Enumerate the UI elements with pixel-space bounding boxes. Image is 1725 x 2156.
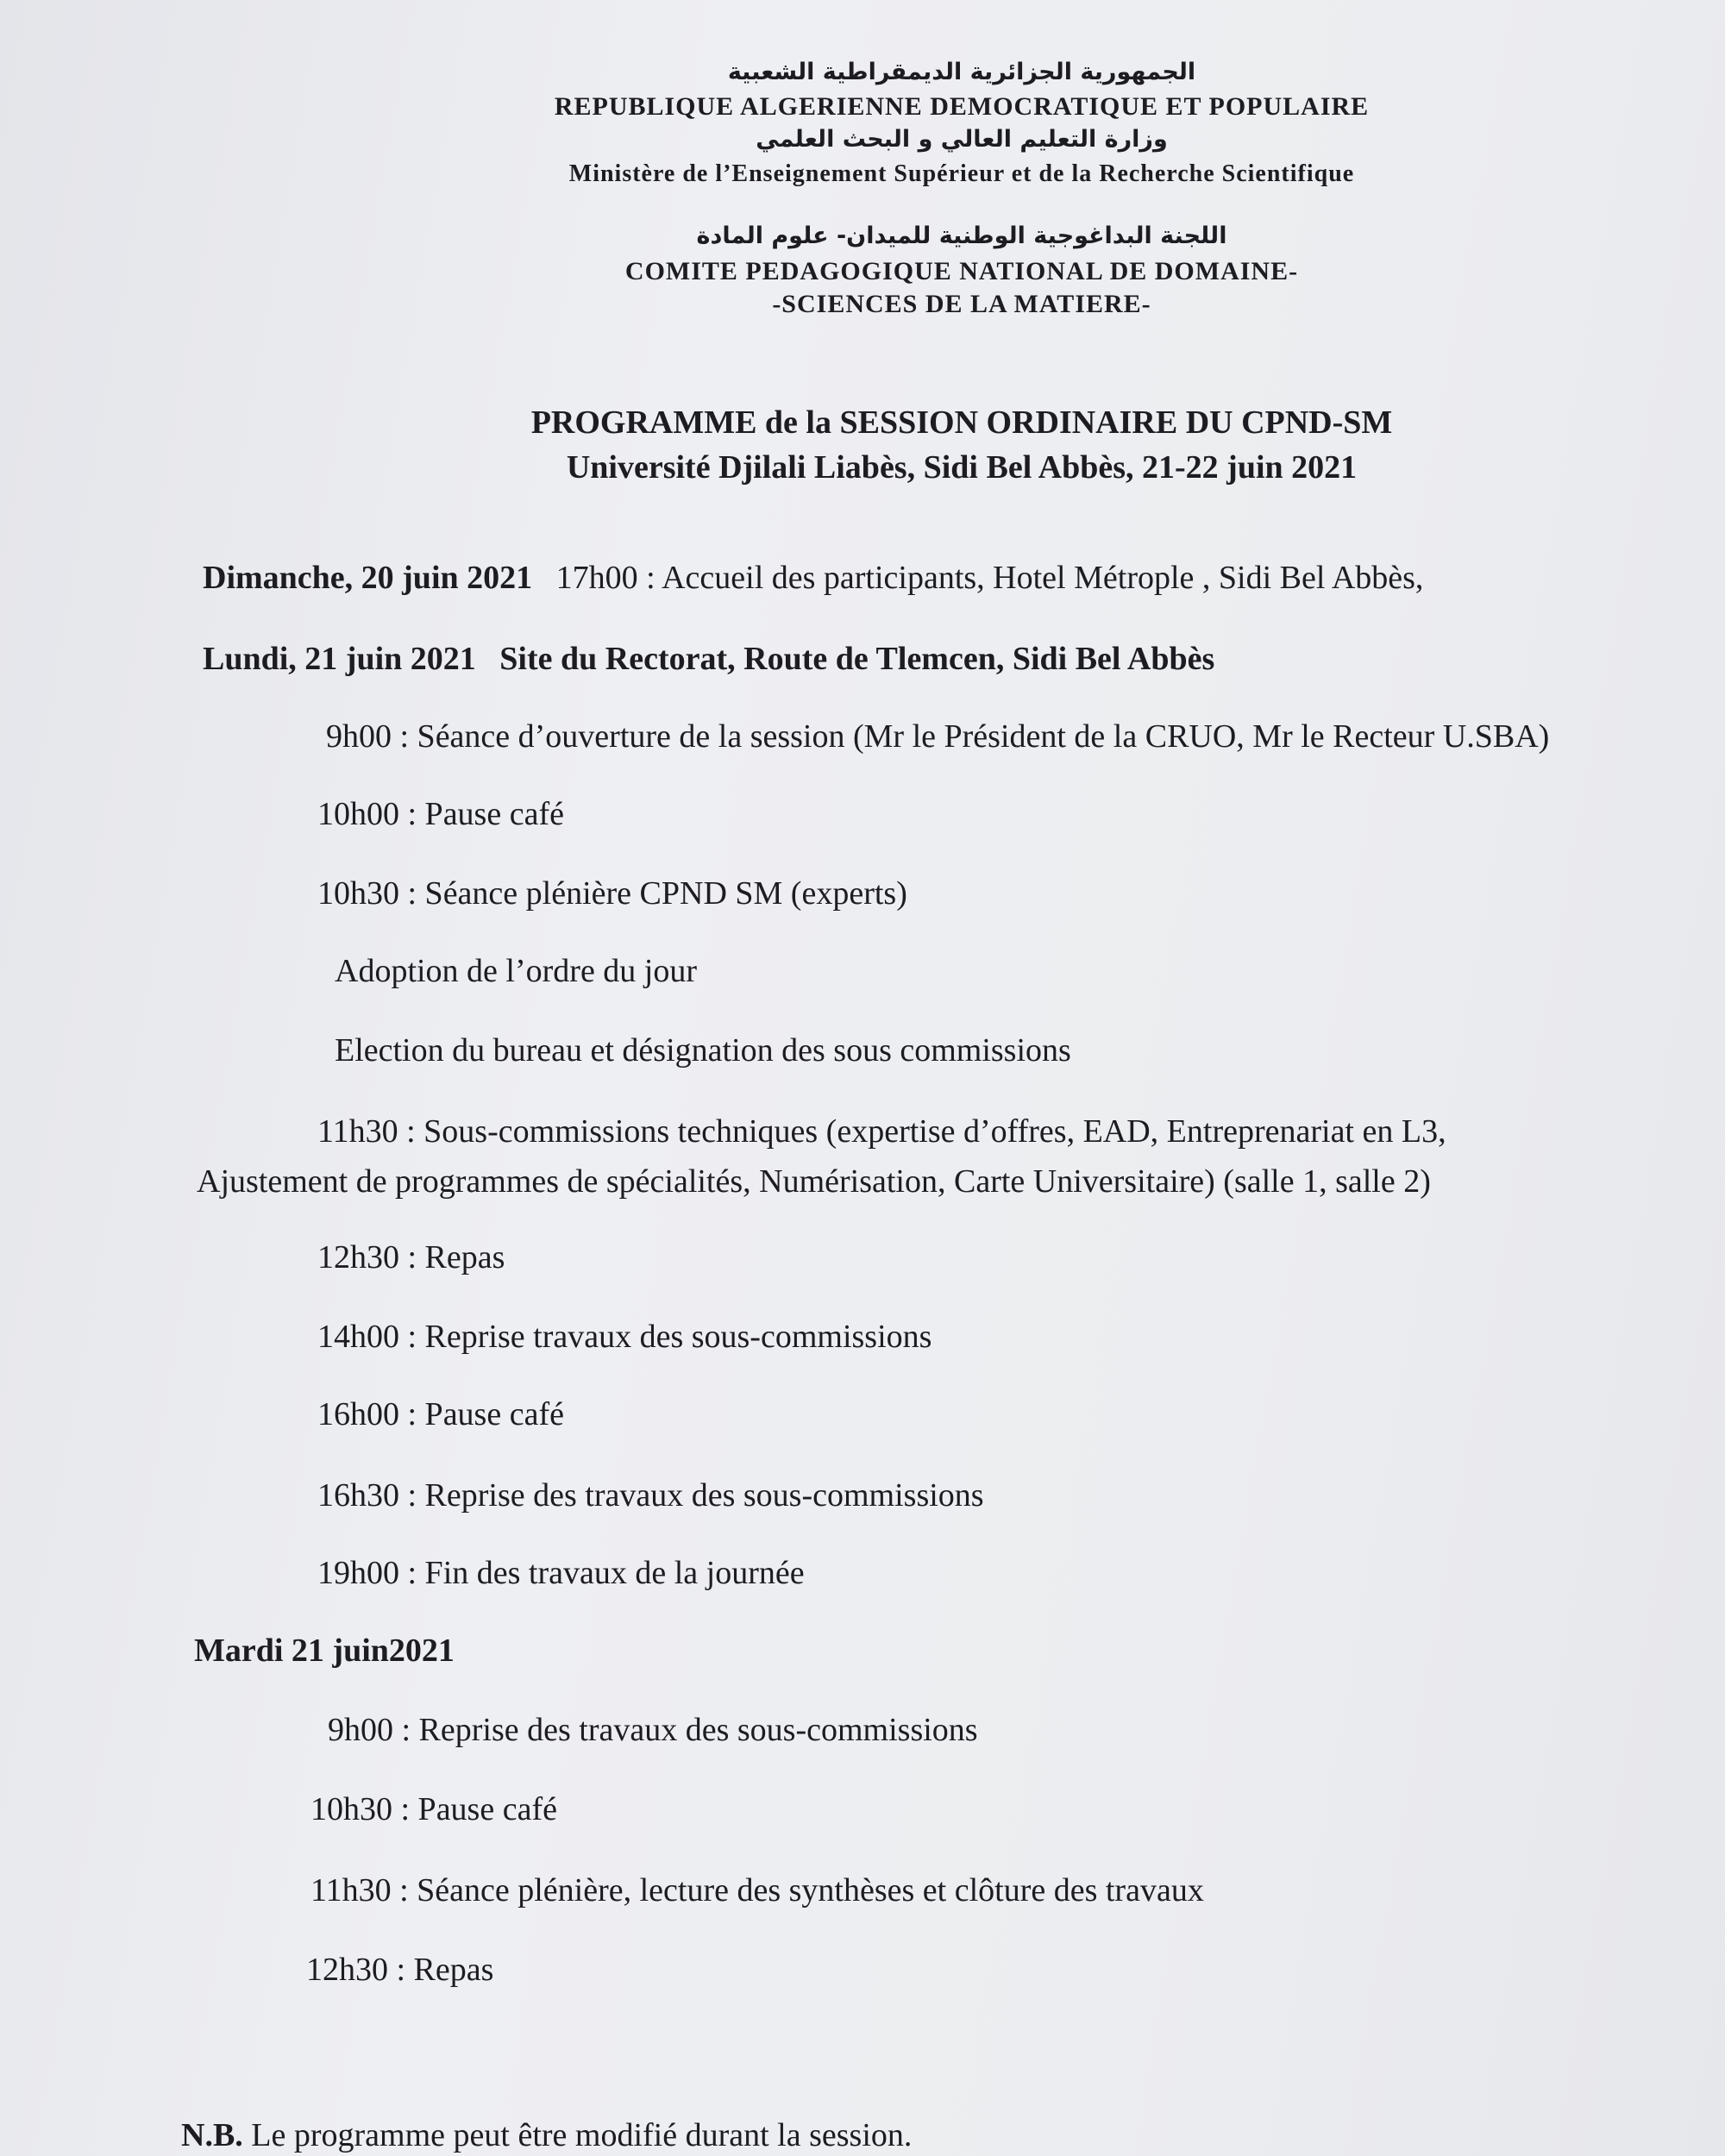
day2-place: Site du Rectorat, Route de Tlemcen, Sidi Bel Abbès xyxy=(499,641,1215,677)
day1-text: 17h00 : Accueil des participants, Hotel Métrople , Sidi Bel Abbès, xyxy=(555,560,1424,596)
schedule-subitem: Election du bureau et désignation des sous commissions xyxy=(335,1032,1071,1069)
schedule-item: 11h30 : Séance plénière, lecture des synthèses et clôture des travaux xyxy=(310,1872,1204,1908)
schedule-item: 19h00 : Fin des travaux de la journée xyxy=(317,1555,805,1591)
day1-row xyxy=(203,559,1423,597)
arabic-committee-heading: اللجنة البداغوجية الوطنية للميدان- علوم المادة xyxy=(696,222,1227,249)
day2-row xyxy=(203,640,1214,678)
ministry-heading: Ministère de l’Enseignement Supérieur et de la Recherche Scientifique xyxy=(568,160,1355,187)
schedule-item: 10h30 : Pause café xyxy=(310,1791,557,1827)
footnote-text: Le programme peut être modifié durant la session. xyxy=(251,2117,913,2153)
schedule-subitem: Adoption de l’ordre du jour xyxy=(335,953,698,989)
schedule-item: 16h30 : Reprise des travaux des sous-commissions xyxy=(317,1477,984,1514)
republic-heading: REPUBLIQUE ALGERIENNE DEMOCRATIQUE ET POPULAIRE xyxy=(554,92,1370,121)
schedule-item: 16h00 : Pause café xyxy=(317,1396,564,1432)
schedule-item: 10h30 : Séance plénière CPND SM (experts) xyxy=(317,875,907,912)
arabic-republic-heading: الجمهورية الجزائرية الديمقراطية الشعبية xyxy=(727,59,1196,85)
footnote-label: N.B. xyxy=(181,2117,243,2153)
day3-date: Mardi 21 juin2021 xyxy=(194,1633,455,1669)
schedule-item: 10h00 : Pause café xyxy=(317,796,564,832)
programme-subtitle: Université Djilali Liabès, Sidi Bel Abbès, 21-22 juin 2021 xyxy=(566,449,1358,486)
schedule-item: 14h00 : Reprise travaux des sous-commissions xyxy=(317,1319,932,1355)
schedule-item: 9h00 : Séance d’ouverture de la session (Mr le Président de la CRUO, Mr le Recteur U.SBA) xyxy=(326,718,1550,755)
schedule-item: 12h30 : Repas xyxy=(306,1952,494,1988)
schedule-item: 11h30 : Sous-commissions techniques (expertise d’offres, EAD, Entreprenariat en L3, xyxy=(317,1113,1446,1150)
programme-title: PROGRAMME de la SESSION ORDINAIRE DU CPND-SM xyxy=(530,404,1393,441)
committee-heading-line1: COMITE PEDAGOGIQUE NATIONAL DE DOMAINE- xyxy=(624,257,1299,285)
footnote xyxy=(181,2116,912,2154)
schedule-item: 9h00 : Reprise des travaux des sous-commissions xyxy=(328,1712,978,1748)
arabic-ministry-heading: وزارة التعليم العالي و البحث العلمي xyxy=(756,126,1168,153)
day2-date: Lundi, 21 juin 2021 xyxy=(203,641,476,677)
day1-date: Dimanche, 20 juin 2021 xyxy=(203,560,533,596)
schedule-item: 12h30 : Repas xyxy=(317,1239,505,1275)
schedule-item-continuation: Ajustement de programmes de spécialités, Numérisation, Carte Universitaire) (salle 1, salle 2) xyxy=(197,1163,1431,1200)
committee-heading-line2: -SCIENCES DE LA MATIERE- xyxy=(772,290,1151,318)
